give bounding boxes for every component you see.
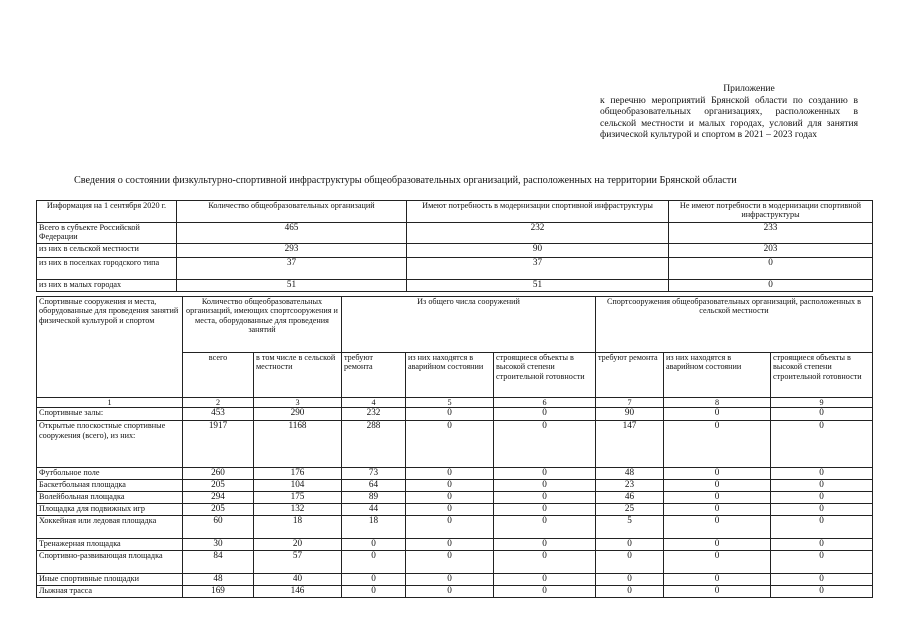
summary-header: Имеют потребность в модернизации спортивной инфраструктуры xyxy=(407,201,669,223)
facility-value: 0 xyxy=(664,539,771,551)
facility-value: 23 xyxy=(596,480,664,492)
rural-group-header: Спортсооружения общеобразовательных организаций, расположенных в сельской местности xyxy=(596,297,873,353)
facility-value: 0 xyxy=(406,421,494,468)
facility-row xyxy=(37,574,873,586)
facility-label: Спортивные залы: xyxy=(37,408,183,421)
facility-value: 175 xyxy=(254,492,342,504)
facility-value: 0 xyxy=(771,516,873,539)
facility-value: 0 xyxy=(664,586,771,598)
summary-row xyxy=(37,223,873,244)
column-number: 6 xyxy=(494,398,596,408)
facility-value: 232 xyxy=(342,408,406,421)
facility-value: 147 xyxy=(596,421,664,468)
facility-value: 260 xyxy=(183,468,254,480)
summary-total: 37 xyxy=(177,258,407,280)
facility-value: 0 xyxy=(771,480,873,492)
facility-value: 288 xyxy=(342,421,406,468)
summary-no-need: 0 xyxy=(669,280,873,292)
facility-value: 64 xyxy=(342,480,406,492)
column-number: 7 xyxy=(596,398,664,408)
subheader: из них находятся в аварийном состоянии xyxy=(664,353,771,398)
facility-value: 0 xyxy=(494,504,596,516)
summary-row xyxy=(37,258,873,280)
facility-row xyxy=(37,408,873,421)
facilities-table xyxy=(36,296,873,598)
subheader: всего xyxy=(183,353,254,398)
facility-label: Лыжная трасса xyxy=(37,586,183,598)
facility-value: 0 xyxy=(596,574,664,586)
summary-row-label: Всего в субъекте Российской Федерации xyxy=(37,223,177,244)
facility-label: Хоккейная или ледовая площадка xyxy=(37,516,183,539)
facility-value: 104 xyxy=(254,480,342,492)
facility-value: 0 xyxy=(406,586,494,598)
column-number-row xyxy=(37,398,873,408)
summary-table xyxy=(36,200,873,292)
facility-label: Футбольное поле xyxy=(37,468,183,480)
summary-total: 465 xyxy=(177,223,407,244)
facility-value: 0 xyxy=(771,574,873,586)
facility-value: 0 xyxy=(342,551,406,574)
column-number: 2 xyxy=(183,398,254,408)
summary-header: Не имеют потребности в модернизации спортивной инфраструктуры xyxy=(669,201,873,223)
facility-value: 0 xyxy=(664,574,771,586)
facility-value: 0 xyxy=(342,574,406,586)
summary-row-label: из них в поселках городского типа xyxy=(37,258,177,280)
facility-value: 1917 xyxy=(183,421,254,468)
facility-value: 0 xyxy=(771,539,873,551)
facility-value: 0 xyxy=(494,492,596,504)
facility-value: 18 xyxy=(254,516,342,539)
summary-total: 293 xyxy=(177,244,407,258)
summary-header: Информация на 1 сентября 2020 г. xyxy=(37,201,177,223)
facility-value: 0 xyxy=(596,586,664,598)
facility-row xyxy=(37,586,873,598)
facilities-header: Спортивные сооружения и места, оборудованные для проведения занятий физической культурой и спортом xyxy=(37,297,183,398)
column-number: 4 xyxy=(342,398,406,408)
facility-row xyxy=(37,551,873,574)
facility-value: 0 xyxy=(494,468,596,480)
facility-value: 0 xyxy=(494,408,596,421)
facility-value: 89 xyxy=(342,492,406,504)
facility-value: 5 xyxy=(596,516,664,539)
facility-value: 84 xyxy=(183,551,254,574)
summary-no-need: 233 xyxy=(669,223,873,244)
facility-value: 0 xyxy=(406,480,494,492)
facility-value: 18 xyxy=(342,516,406,539)
subheader: строящиеся объекты в высокой степени строительной готовности xyxy=(494,353,596,398)
facility-value: 48 xyxy=(183,574,254,586)
summary-need: 90 xyxy=(407,244,669,258)
facility-value: 0 xyxy=(771,492,873,504)
facility-label: Баскетбольная площадка xyxy=(37,480,183,492)
facility-value: 0 xyxy=(406,408,494,421)
facility-value: 0 xyxy=(664,468,771,480)
facility-value: 0 xyxy=(494,480,596,492)
column-number: 9 xyxy=(771,398,873,408)
summary-total: 51 xyxy=(177,280,407,292)
facility-value: 132 xyxy=(254,504,342,516)
summary-row-label: из них в малых городах xyxy=(37,280,177,292)
facility-value: 146 xyxy=(254,586,342,598)
appendix-text: к перечню мероприятий Брянской области по созданию в общеобразовательных организациях, расположенных в сельской местности и малых городах, условий для занятия физической культурой и спортом в 2021 – 2023 годах xyxy=(600,94,858,141)
facility-value: 0 xyxy=(406,492,494,504)
column-number: 3 xyxy=(254,398,342,408)
summary-need: 37 xyxy=(407,258,669,280)
summary-header: Количество общеобразовательных организаций xyxy=(177,201,407,223)
facility-label: Открытые плоскостные спортивные сооружения (всего), из них: xyxy=(37,421,183,468)
facility-value: 0 xyxy=(664,480,771,492)
count-group-header: Количество общеобразовательных организаций, имеющих спортсооружения и места, оборудованные для проведения занятий xyxy=(183,297,342,353)
appendix-title: Приложение xyxy=(723,83,775,94)
facility-value: 0 xyxy=(771,504,873,516)
facility-value: 73 xyxy=(342,468,406,480)
facilities-group-header-row xyxy=(37,297,873,353)
summary-no-need: 203 xyxy=(669,244,873,258)
facility-label: Иные спортивные площадки xyxy=(37,574,183,586)
facility-value: 20 xyxy=(254,539,342,551)
facility-value: 40 xyxy=(254,574,342,586)
facility-value: 0 xyxy=(406,504,494,516)
total-group-header: Из общего числа сооружений xyxy=(342,297,596,353)
facility-value: 60 xyxy=(183,516,254,539)
summary-no-need: 0 xyxy=(669,258,873,280)
subheader: в том числе в сельской местности xyxy=(254,353,342,398)
facility-value: 205 xyxy=(183,480,254,492)
subheader: требуют ремонта xyxy=(596,353,664,398)
facility-value: 290 xyxy=(254,408,342,421)
facility-value: 0 xyxy=(664,516,771,539)
facility-value: 0 xyxy=(494,539,596,551)
facility-value: 0 xyxy=(342,586,406,598)
summary-need: 51 xyxy=(407,280,669,292)
facility-row xyxy=(37,480,873,492)
facility-value: 48 xyxy=(596,468,664,480)
facility-value: 0 xyxy=(494,516,596,539)
facility-value: 294 xyxy=(183,492,254,504)
summary-need: 232 xyxy=(407,223,669,244)
summary-row xyxy=(37,280,873,292)
facility-value: 90 xyxy=(596,408,664,421)
facility-label: Волейбольная площадка xyxy=(37,492,183,504)
facility-value: 0 xyxy=(406,516,494,539)
subheader: требуют ремонта xyxy=(342,353,406,398)
summary-row-label: из них в сельской местности xyxy=(37,244,177,258)
facility-value: 0 xyxy=(406,551,494,574)
facility-value: 46 xyxy=(596,492,664,504)
facility-value: 0 xyxy=(664,408,771,421)
facility-value: 25 xyxy=(596,504,664,516)
facility-value: 0 xyxy=(771,421,873,468)
facility-value: 44 xyxy=(342,504,406,516)
facility-value: 0 xyxy=(406,574,494,586)
facility-row xyxy=(37,492,873,504)
facility-row xyxy=(37,504,873,516)
summary-header-row xyxy=(37,201,873,223)
facility-value: 0 xyxy=(596,539,664,551)
facility-value: 30 xyxy=(183,539,254,551)
facility-row xyxy=(37,468,873,480)
subheader: строящиеся объекты в высокой степени строительной готовности xyxy=(771,353,873,398)
facility-value: 0 xyxy=(771,586,873,598)
column-number: 5 xyxy=(406,398,494,408)
facility-value: 0 xyxy=(664,551,771,574)
facility-value: 176 xyxy=(254,468,342,480)
facility-label: Тренажерная площадка xyxy=(37,539,183,551)
facility-label: Спортивно-развивающая площадка xyxy=(37,551,183,574)
facility-value: 453 xyxy=(183,408,254,421)
facility-value: 0 xyxy=(664,421,771,468)
column-number: 1 xyxy=(37,398,183,408)
summary-row xyxy=(37,244,873,258)
facility-row xyxy=(37,516,873,539)
facility-value: 1168 xyxy=(254,421,342,468)
facility-value: 0 xyxy=(771,551,873,574)
facility-value: 0 xyxy=(342,539,406,551)
document-heading: Сведения о состоянии физкультурно-спортивной инфраструктуры общеобразовательных организаций, расположенных на территории Брянской области xyxy=(74,175,737,186)
facility-value: 169 xyxy=(183,586,254,598)
facility-value: 0 xyxy=(771,408,873,421)
facility-value: 57 xyxy=(254,551,342,574)
facility-value: 0 xyxy=(494,586,596,598)
facility-value: 0 xyxy=(494,574,596,586)
facility-value: 0 xyxy=(596,551,664,574)
facility-value: 0 xyxy=(406,539,494,551)
facility-row xyxy=(37,421,873,468)
subheader: из них находятся в аварийном состоянии xyxy=(406,353,494,398)
facility-value: 0 xyxy=(494,551,596,574)
facility-value: 0 xyxy=(771,468,873,480)
appendix-block xyxy=(600,83,858,141)
facility-value: 0 xyxy=(664,504,771,516)
column-number: 8 xyxy=(664,398,771,408)
facility-label: Площадка для подвижных игр xyxy=(37,504,183,516)
facility-value: 205 xyxy=(183,504,254,516)
facility-row xyxy=(37,539,873,551)
facility-value: 0 xyxy=(664,492,771,504)
facility-value: 0 xyxy=(494,421,596,468)
facility-value: 0 xyxy=(406,468,494,480)
